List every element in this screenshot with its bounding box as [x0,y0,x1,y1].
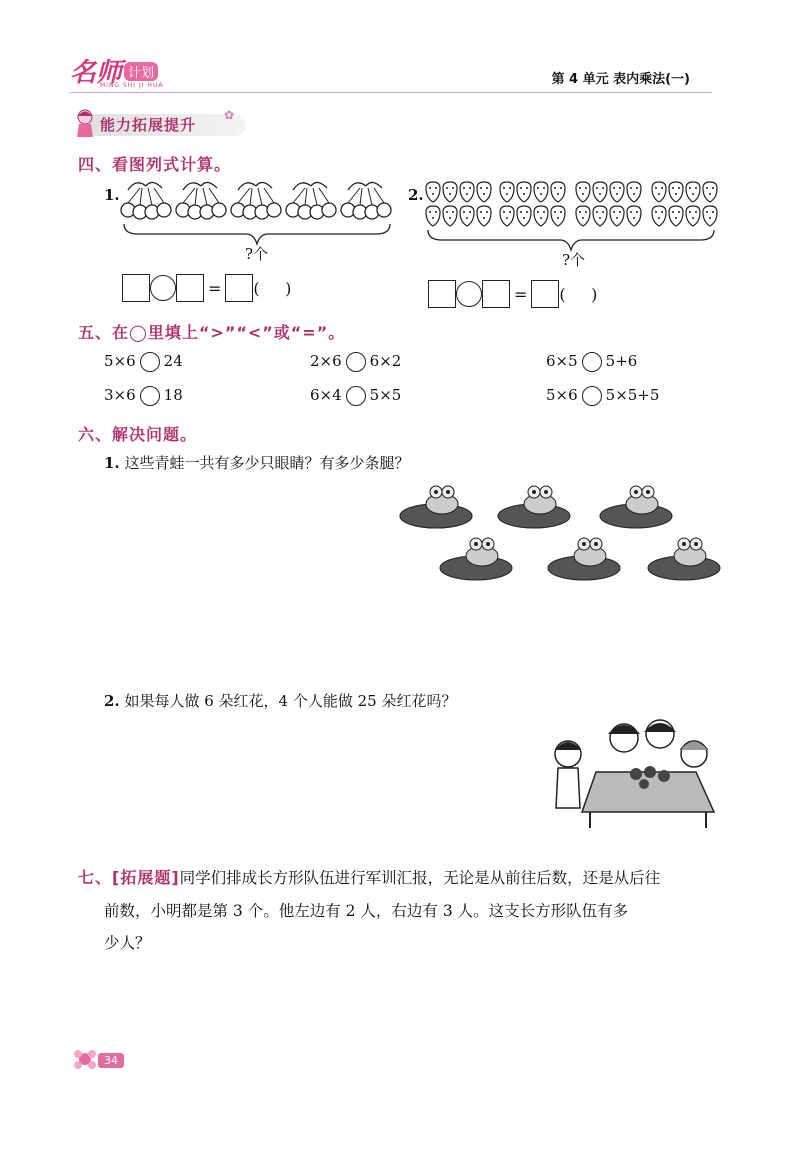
flower-girl-icon [72,1046,98,1072]
section5-title: 五、在◯里填上“>”“<”或“=”。 [78,323,346,342]
logo-pinyin: MING SHI JI HUA [100,82,164,89]
section7-line1 [78,865,660,888]
compare-circle[interactable] [582,386,602,406]
children-making-flowers-figure [546,712,722,830]
girl-icon [74,108,96,138]
q4-2-formula: = ( ) [428,280,597,308]
operator-circle[interactable] [456,281,482,307]
logo [70,52,180,92]
q4-1-formula: = ( ) [122,274,291,302]
logo-main: 名师 [70,58,123,88]
compare-item: 6×5 5+6 [546,352,638,370]
answer-box[interactable] [482,280,510,308]
answer-box[interactable] [176,274,204,302]
compare-item: 2×6 6×2 [310,352,402,370]
q4-2-label: ?个 [562,251,586,269]
frogs-figure [396,474,722,586]
cherry-cluster-icon [121,182,171,219]
compare-circle[interactable] [140,352,160,372]
compare-circle[interactable] [346,386,366,406]
answer-box[interactable] [122,274,150,302]
section-banner [74,108,254,138]
compare-circle[interactable] [582,352,602,372]
q4-1-number: 1. [104,186,120,204]
compare-item: 5×6 24 [104,352,183,370]
compare-item: 3×6 18 [104,386,183,404]
section6-title: 六、解决问题。 [78,425,198,444]
banner-title: 能力拓展提升 [100,116,197,134]
section7-title: 七、[拓展题] [78,868,180,887]
compare-circle[interactable] [140,386,160,406]
section7-line2: 前数，小明都是第 3 个。他左边有 2 人，右边有 3 人。这支长方形队伍有多 [104,902,629,920]
compare-item: 5×6 5×5+5 [546,386,660,404]
q4-1-label: ?个 [245,245,269,263]
q4-2-number: 2. [408,186,424,204]
section7-text-line1-visible: 同学们排成长方形队伍进行军训汇报，无论是从前往后数，还是从后往 [179,869,661,887]
answer-box[interactable] [531,280,559,308]
page-number: 34 [98,1053,124,1068]
logo-small: 计划 [124,62,158,81]
unit-title: 第 4 单元 表内乘法(一) [551,72,690,87]
compare-item: 6×4 5×5 [310,386,402,404]
strawberry-group-icon [426,182,491,226]
section4-title: 四、看图列式计算。 [78,155,232,174]
section7-line3: 少人？ [104,934,151,952]
answer-box[interactable] [225,274,253,302]
q6-1: 1. 这些青蛙一共有多少只眼睛？有多少条腿？ [104,454,410,472]
answer-box[interactable] [428,280,456,308]
header-divider [70,92,712,93]
operator-circle[interactable] [150,275,176,301]
compare-circle[interactable] [346,352,366,372]
flower-icon: ✿ [224,108,235,122]
q6-2: 2. 如果每人做 6 朵红花，4 个人能做 25 朵红花吗？ [104,692,457,710]
